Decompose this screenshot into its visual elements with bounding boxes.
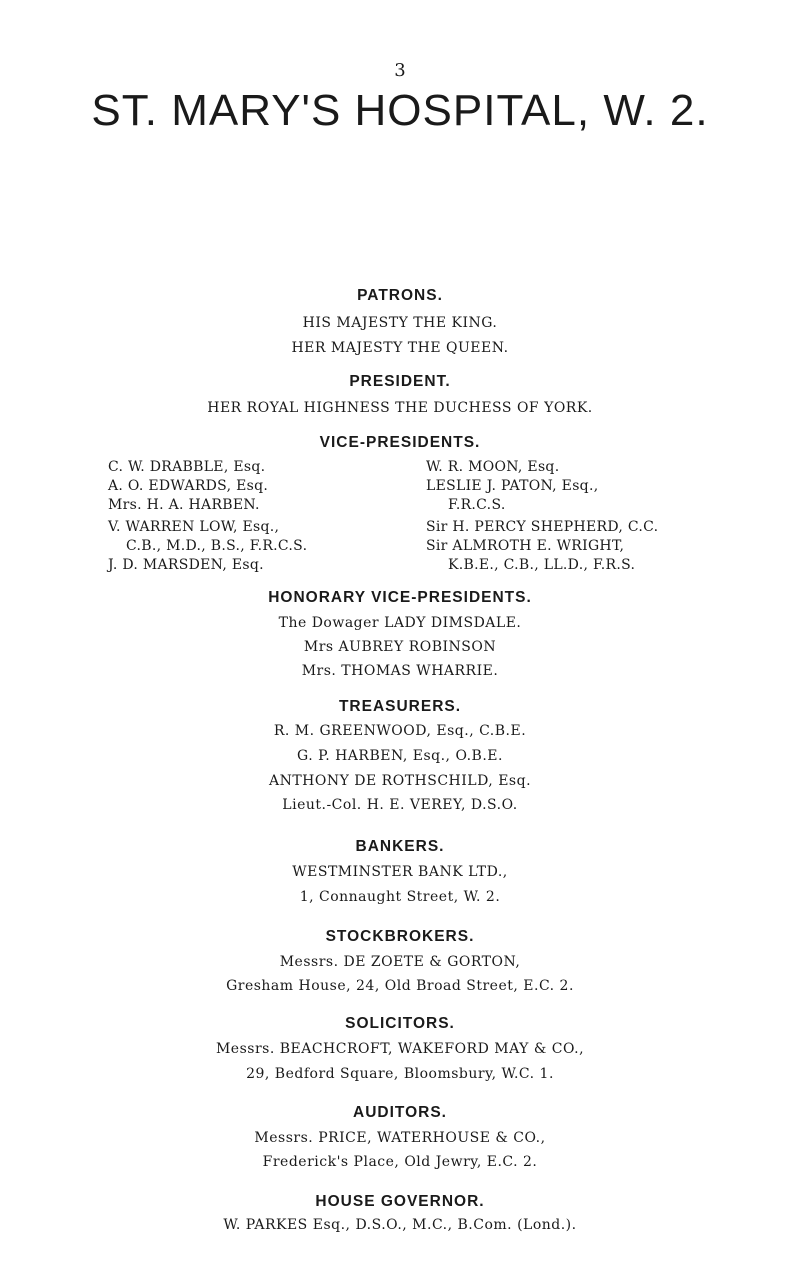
page-number: 3 xyxy=(394,60,406,81)
vice-presidents-left-column xyxy=(108,458,307,575)
honorary-vice-president-line: Mrs AUBREY ROBINSON xyxy=(303,639,497,655)
banker-line: WESTMINSTER BANK LTD., xyxy=(292,864,508,880)
bankers-heading: BANKERS. xyxy=(355,838,445,855)
vice-president-name: Sir ALMROTH E. WRIGHT, xyxy=(426,538,625,554)
president-heading: PRESIDENT. xyxy=(349,373,451,390)
stockbroker-line: Messrs. DE ZOETE & GORTON, xyxy=(279,954,521,970)
auditor-line: Frederick's Place, Old Jewry, E.C. 2. xyxy=(262,1154,538,1170)
vice-president-name: C.B., M.D., B.S., F.R.C.S. xyxy=(126,538,308,554)
auditor-line: Messrs. PRICE, WATERHOUSE & CO., xyxy=(254,1130,546,1146)
vice-president-name: Sir H. PERCY SHEPHERD, C.C. xyxy=(426,519,659,535)
treasurer-line: Lieut.-Col. H. E. VEREY, D.S.O. xyxy=(282,797,518,813)
vice-president-name: LESLIE J. PATON, Esq., xyxy=(426,478,599,494)
vice-president-name: K.B.E., C.B., LL.D., F.R.S. xyxy=(448,557,636,573)
president-line: HER ROYAL HIGHNESS THE DUCHESS OF YORK. xyxy=(207,400,593,416)
stockbrokers-heading: STOCKBROKERS. xyxy=(325,928,475,945)
patrons-heading: PATRONS. xyxy=(357,287,443,304)
honorary-vice-president-line: The Dowager LADY DIMSDALE. xyxy=(278,615,522,631)
patron-line: HIS MAJESTY THE KING. xyxy=(302,315,498,331)
vice-president-name: C. W. DRABBLE, Esq. xyxy=(108,459,266,475)
vice-president-name: J. D. MARSDEN, Esq. xyxy=(108,557,264,573)
solicitor-line: 29, Bedford Square, Bloomsbury, W.C. 1. xyxy=(246,1066,554,1082)
banker-line: 1, Connaught Street, W. 2. xyxy=(299,889,501,905)
honorary-vice-president-line: Mrs. THOMAS WHARRIE. xyxy=(301,663,499,679)
vice-president-name: V. WARREN LOW, Esq., xyxy=(108,519,280,535)
hospital-title: ST. MARY'S HOSPITAL, W. 2. xyxy=(91,86,709,135)
solicitor-line: Messrs. BEACHCROFT, WAKEFORD MAY & CO., xyxy=(215,1041,585,1057)
honorary-vice-presidents-heading: HONORARY VICE-PRESIDENTS. xyxy=(268,589,532,606)
treasurer-line: ANTHONY DE ROTHSCHILD, Esq. xyxy=(268,773,532,789)
house-governor-heading: HOUSE GOVERNOR. xyxy=(315,1193,485,1210)
stockbroker-line: Gresham House, 24, Old Broad Street, E.C. 2. xyxy=(226,978,574,994)
patron-line: HER MAJESTY THE QUEEN. xyxy=(291,340,509,356)
solicitors-heading: SOLICITORS. xyxy=(345,1015,455,1032)
vice-president-name: A. O. EDWARDS, Esq. xyxy=(108,478,269,494)
vice-president-name: W. R. MOON, Esq. xyxy=(426,459,560,475)
treasurers-heading: TREASURERS. xyxy=(338,698,462,715)
vice-presidents-heading: VICE-PRESIDENTS. xyxy=(319,434,481,451)
vice-president-name: F.R.C.S. xyxy=(448,497,506,513)
treasurer-line: R. M. GREENWOOD, Esq., C.B.E. xyxy=(273,723,527,739)
vice-presidents-right-column xyxy=(426,458,658,575)
auditors-heading: AUDITORS. xyxy=(353,1104,447,1121)
house-governor-line: W. PARKES Esq., D.S.O., M.C., B.Com. (Lond.). xyxy=(223,1217,577,1233)
treasurer-line: G. P. HARBEN, Esq., O.B.E. xyxy=(297,748,503,764)
vice-president-name: Mrs. H. A. HARBEN. xyxy=(108,497,260,513)
